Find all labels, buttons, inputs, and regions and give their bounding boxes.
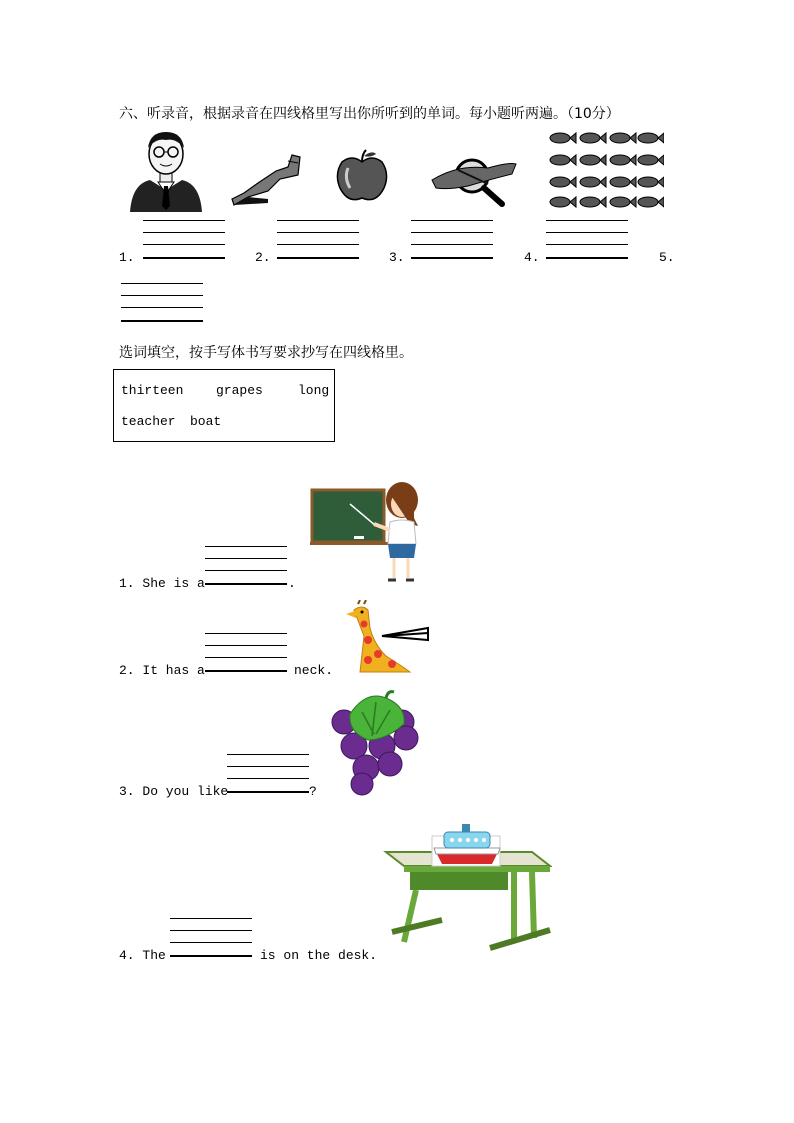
- answer-grid[interactable]: [205, 633, 287, 673]
- section-six-title: 六、听录音，根据录音在四线格里写出你所听到的单词。每小题听两遍。（10分）: [119, 106, 620, 122]
- giraffe-icon: [340, 600, 432, 674]
- sentence-suffix: neck.: [294, 663, 334, 678]
- word-option: grapes: [216, 383, 263, 398]
- four-line-grid[interactable]: [143, 220, 225, 260]
- fish-icon: [546, 130, 664, 212]
- sentence-suffix: .: [288, 576, 296, 591]
- word-option: boat: [190, 414, 222, 429]
- boat-desk-icon: [382, 822, 552, 954]
- answer-grid[interactable]: [227, 754, 309, 794]
- man-icon: [128, 128, 204, 212]
- answer-grid[interactable]: [205, 546, 287, 586]
- four-line-grid[interactable]: [546, 220, 628, 260]
- word-option: long: [298, 383, 330, 398]
- word-option: thirteen: [121, 383, 184, 398]
- grapes-icon: [326, 690, 422, 796]
- four-line-grid[interactable]: [277, 220, 359, 260]
- answer-grid[interactable]: [170, 918, 252, 958]
- item-number: 3.: [389, 250, 405, 265]
- teacher-icon: [310, 478, 422, 588]
- item-number: 5.: [659, 250, 675, 265]
- sentence-suffix: is on the desk.: [260, 948, 378, 963]
- sentence-prefix: 1. She is a: [119, 576, 205, 591]
- leg-icon: [228, 153, 304, 207]
- word-bank: [113, 369, 335, 442]
- sentence-prefix: 2. It has a: [119, 663, 205, 678]
- sentence-prefix: 3. Do you like: [119, 784, 229, 799]
- four-line-grid[interactable]: [121, 283, 203, 323]
- item-number: 4.: [524, 250, 540, 265]
- section-seven-title: 选词填空，按手写体书写要求抄写在四线格里。: [119, 345, 413, 361]
- word-option: teacher: [121, 414, 176, 429]
- apple-icon: [334, 148, 390, 204]
- item-number: 2.: [255, 250, 271, 265]
- sentence-suffix: ?: [309, 784, 317, 799]
- magnifier-icon: [428, 150, 518, 210]
- sentence-prefix: 4. The: [119, 948, 166, 963]
- four-line-grid[interactable]: [411, 220, 493, 260]
- item-number: 1.: [119, 250, 135, 265]
